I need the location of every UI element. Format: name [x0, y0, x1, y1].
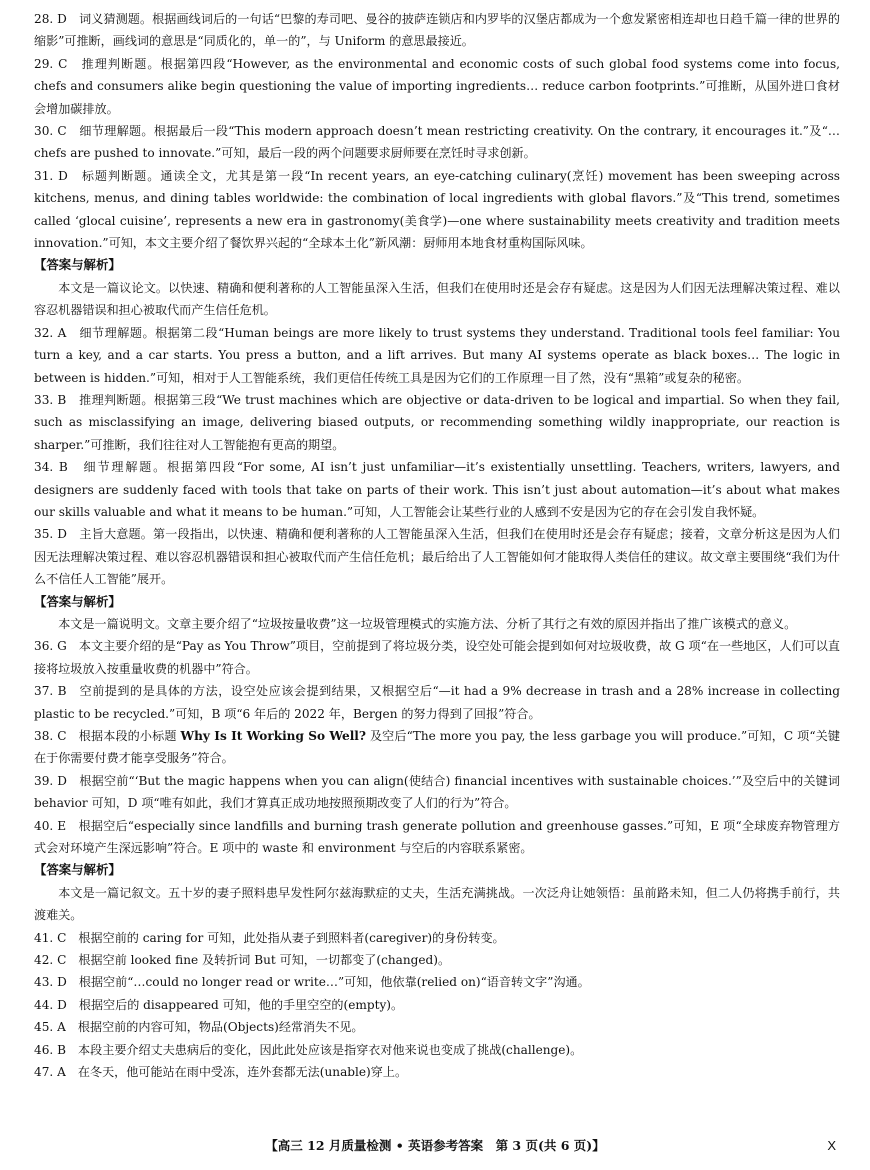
answer-item-38-lead: 38. C 根据本段的小标题 — [34, 729, 181, 743]
answer-item-45: 45. A 根据空前的内容可知，物品(Objects)经常消失不见。 — [34, 1020, 364, 1035]
answer-item-46: 46. B 本段主要介绍丈夫患病后的变化，因此此处应该是指穿衣对他来说也变成了挑战(challenge)。 — [34, 1042, 583, 1057]
answer-item-30: 30. C 细节理解题。根据最后一段“This modern approach doesn’t mean restricting creativity. On the contrary, it encourages it.”及“…chefs are pushed to innovate.”可知，最后一段的两个问题要求厨师要在烹饪时寻求创新。 — [34, 124, 840, 161]
answer-item-37: 37. B 空前提到的是具体的方法，设空处应该会提到结果，又根据空后“—it had a 9% decrease in trash and a 28% increase in collecting plastic to be recycled.”可知，B 项“6 年后的 2022 年，Bergen 的努力得到了回报”符合。 — [34, 684, 840, 721]
answer-item-35: 35. D 主旨大意题。第一段指出，以快速、精确和便利著称的人工智能虽深入生活，但我们在使用时还是会存有疑虑；接着，文章分析这是因为人们因无法理解决策过程、难以容忍机器错误和担心被取代而产生信任危机；最后给出了人工智能如何才能取得人类信任的建议。故文章主要围绕“我们为什么不信任人工智能”展开。 — [34, 527, 840, 587]
section-heading-cloze: 【答案与解析】 — [34, 862, 121, 878]
answer-item-40: 40. E 根据空后“especially since landfills and burning trash generate pollution and greenhouse gasses.”可知，E 项“全球废弃物管理方式会对环境产生深远影响”符合。E 项中的 waste 和 environment 与空后的内容联系紧密。 — [34, 818, 840, 856]
answer-item-41: 41. C 根据空前的 caring for 可知，此处指从妻子到照料者(caregiver)的身份转变。 — [34, 930, 505, 945]
answer-item-34: 34. B 细节理解题。根据第四段“For some, AI isn’t just unfamiliar—it’s existentially unsettling. Teachers, writers, lawyers, and designers are suddenly faced with tools that take on parts of their work. This isn’t just about automation—it’s about what makes our skills valuable and what it means to be human.”可知，人工智能会让某些行业的人感到不安是因为它的存在会引发自我怀疑。 — [34, 460, 840, 519]
section-intro-seven-choice: 本文是一篇说明文。文章主要介绍了“垃圾按量收费”这一垃圾管理模式的实施方法、分析了其行之有效的原因并指出了推广该模式的意义。 — [58, 616, 797, 631]
answer-item-38-subtitle: Why Is It Working So Well? — [180, 729, 366, 743]
answer-item-39: 39. D 根据空前“‘But the magic happens when you can align(使结合) financial incentives with sustainable choices.’”及空后中的关键词 behavior 可知，D 项“唯有如此，我们才算真正成功地按照预期改变了人们的行为”符合。 — [34, 773, 840, 811]
footer-version-mark: X — [827, 1138, 836, 1153]
answer-item-31: 31. D 标题判断题。通读全文，尤其是第一段“In recent years, an eye-catching culinary(烹饪) movement has been sweeping across kitchens, menus, and dining tables worldwide: the combination of local ingredients with global flavors.”及“This trend, sometimes called ‘glocal cuisine’, represents a new era in gastronomy(美食学)—one where sustainability meets creativity and tradition meets innovation.”可知，本文主要介绍了餐饮界兴起的“全球本土化”新风潮：厨师用本地食材重构国际风味。 — [34, 168, 840, 251]
answer-item-43: 43. D 根据空前“…could no longer read or write…”可知，他依靠(relied on)“语音转文字”沟通。 — [34, 975, 590, 990]
section-heading-d: 【答案与解析】 — [34, 257, 121, 273]
section-intro-cloze: 本文是一篇记叙文。五十岁的妻子照料患早发性阿尔兹海默症的丈夫，生活充满挑战。一次泛舟让她领悟：虽前路未知，但二人仍将携手前行，共渡难关。 — [34, 885, 840, 923]
answer-item-38 — [34, 725, 840, 770]
answer-item-33: 33. B 推理判断题。根据第三段“We trust machines which are objective or data-driven to be logical and impartial. So when they fail, such as misclassifying an image, delivering biased outputs, or recommending something wildly inappropriate, our reaction is sharper.”可推断，我们往往对人工智能抱有更高的期望。 — [34, 392, 840, 452]
section-intro-d: 本文是一篇议论文。以快速、精确和便利著称的人工智能虽深入生活，但我们在使用时还是会存有疑虑。这是因为人们因无法理解决策过程、难以容忍机器错误和担心被取代而产生信任危机。 — [34, 280, 840, 318]
answer-item-32: 32. A 细节理解题。根据第二段“Human beings are more likely to trust systems they understand. Traditional tools feel familiar: You turn a key, and a car starts. You press a button, and a lift arrives. But many AI systems operate as black boxes… The logic in between is hidden.”可知，相对于人工智能系统，我们更信任传统工具是因为它们的工作原理一目了然，没有“黑箱”或复杂的秘密。 — [34, 325, 840, 385]
answer-item-42: 42. C 根据空前 looked fine 及转折词 But 可知，一切都变了(changed)。 — [34, 953, 451, 968]
answer-item-29: 29. C 推理判断题。根据第四段“However, as the environmental and economic costs of such global food systems come into focus, chefs and consumers alike begin questioning the value of importing ingredients… reduce carbon footprints.”可推断，从国外进口食材会增加碳排放。 — [34, 56, 840, 116]
answer-item-38-rest: 及空后“The more you pay, the less garbage you will produce.”可知，C 项“关键在于你需要付费才能享受服务”符合。 — [34, 729, 840, 766]
answer-item-36: 36. G 本文主要介绍的是“Pay as You Throw”项目，空前提到了将垃圾分类，设空处可能会提到如何对垃圾收费，故 G 项“在一些地区，人们可以直接将垃圾放入按重量收费的机器中”符合。 — [34, 639, 840, 676]
answer-item-44: 44. D 根据空后的 disappeared 可知，他的手里空空的(empty)。 — [34, 997, 404, 1012]
answer-item-28: 28. D 词义猜测题。根据画线词后的一句话“巴黎的寿司吧、曼谷的披萨连锁店和内罗毕的汉堡店都成为一个愈发紧密相连却也日趋千篇一律的世界的缩影”可推断，画线词的意思是“同质化的，单一的”，与 Uniform 的意思最接近。 — [34, 12, 840, 49]
page-footer: 【高三 12 月质量检测 • 英语参考答案 第 3 页(共 6 页)】 — [265, 1138, 605, 1153]
section-heading-seven-choice: 【答案与解析】 — [34, 593, 121, 609]
answer-item-47: 47. A 在冬天，他可能站在雨中受冻，连外套都无法(unable)穿上。 — [34, 1065, 408, 1080]
